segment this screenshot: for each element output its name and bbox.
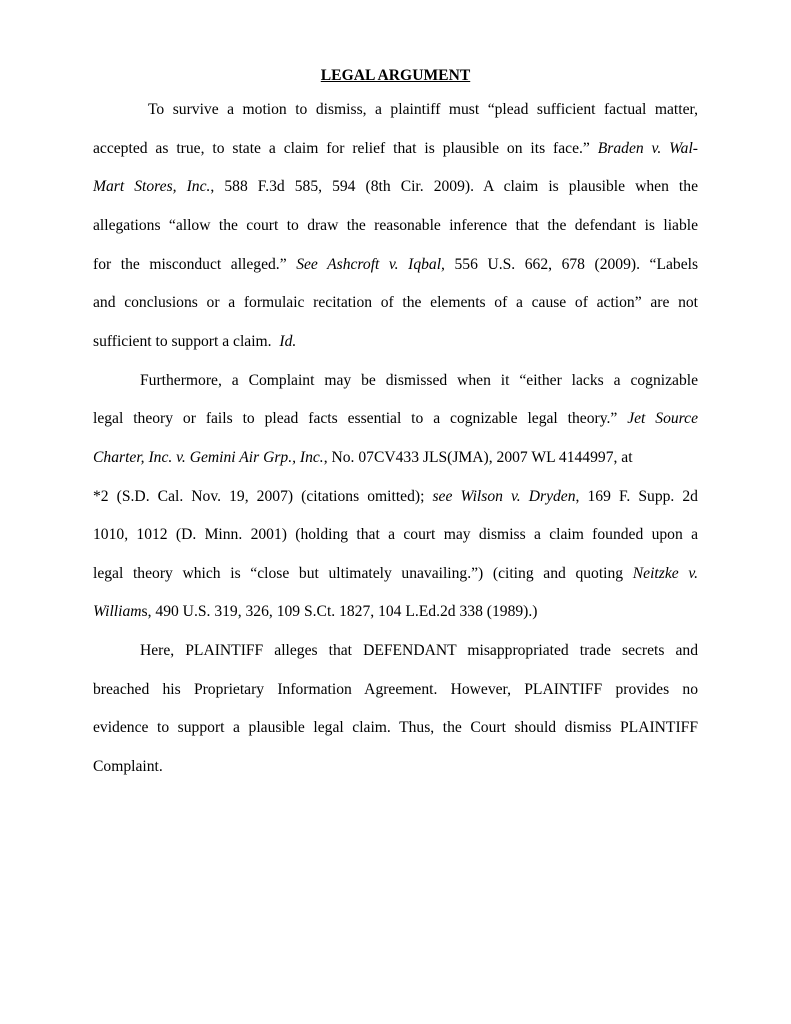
text-run: and conclusions or a formulaic recitation of the elements of a cause of action” are not	[93, 294, 698, 312]
text-run: evidence to support a plausible legal claim. Thus, the Court should dismiss PLAINTIFF	[93, 719, 698, 737]
text-run: breached his Proprietary Information Agreement. However, PLAINTIFF provides no	[93, 680, 698, 698]
text-line	[93, 293, 698, 313]
text-line	[140, 371, 698, 391]
text-line	[93, 409, 698, 429]
text-line	[93, 718, 698, 738]
text-run: Furthermore, a Complaint may be dismissed when it “either lacks a cognizable	[140, 371, 698, 389]
case-citation: Braden v. Wal-	[597, 139, 699, 157]
text-line	[93, 255, 698, 275]
case-citation: Neitzke v.	[632, 564, 698, 582]
text-line	[93, 448, 698, 468]
text-run: Here, PLAINTIFF alleges that DEFENDANT misappropriated trade secrets and	[140, 642, 698, 660]
case-citation: Jet Source	[627, 410, 698, 428]
case-citation: see Wilson v. Dryden	[432, 487, 576, 505]
case-citation: Id.	[279, 332, 297, 350]
text-run: 556 U.S. 662, 678 (2009). “Labels	[444, 255, 699, 273]
text-line	[148, 100, 698, 120]
case-citation: Mart Stores, Inc.	[93, 178, 211, 196]
text-line	[93, 680, 698, 700]
case-citation: Charter, Inc. v. Gemini Air Grp., Inc.	[93, 448, 324, 466]
text-line	[93, 757, 698, 777]
section-heading: LEGAL ARGUMENT	[320, 67, 471, 84]
text-line	[93, 139, 698, 159]
text-line	[140, 641, 698, 661]
text-run: 1010, 1012 (D. Minn. 2001) (holding that a court may dismiss a claim founded upon a	[93, 526, 698, 544]
text-run: *2 (S.D. Cal. Nov. 19, 2007) (citations omitted);	[93, 487, 433, 505]
text-run: sufficient to support a claim.	[93, 332, 280, 350]
text-line	[93, 177, 698, 197]
text-run: allegations “allow the court to draw the reasonable inference that the defendant is liable	[93, 216, 698, 234]
case-citation: William	[93, 603, 142, 621]
text-run: legal theory or fails to plead facts essential to a cognizable legal theory.”	[93, 410, 628, 428]
text-run: , 169 F. Supp. 2d	[575, 487, 698, 505]
text-line	[93, 602, 698, 622]
text-line	[93, 525, 698, 545]
text-run: , No. 07CV433 JLS(JMA), 2007 WL 4144997, at	[323, 448, 633, 466]
text-run: To survive a motion to dismiss, a plaintiff must “plead sufficient factual matter,	[148, 101, 698, 118]
text-run: , 588 F.3d 585, 594 (8th Cir. 2009). A claim is plausible when the	[210, 178, 698, 196]
text-run: s, 490 U.S. 319, 326, 109 S.Ct. 1827, 104 L.Ed.2d 338 (1989).)	[141, 603, 538, 621]
text-run: legal theory which is “close but ultimately unavailing.”) (citing and quoting	[93, 564, 633, 582]
text-run: accepted as true, to state a claim for relief that is plausible on its face.”	[93, 139, 598, 157]
text-line	[93, 332, 698, 352]
text-line	[93, 216, 698, 236]
text-line	[93, 487, 698, 507]
text-run: Complaint.	[93, 758, 163, 776]
text-line	[93, 564, 698, 584]
text-run: for the misconduct alleged.”	[93, 255, 297, 273]
case-citation: See Ashcroft v. Iqbal,	[296, 255, 445, 273]
